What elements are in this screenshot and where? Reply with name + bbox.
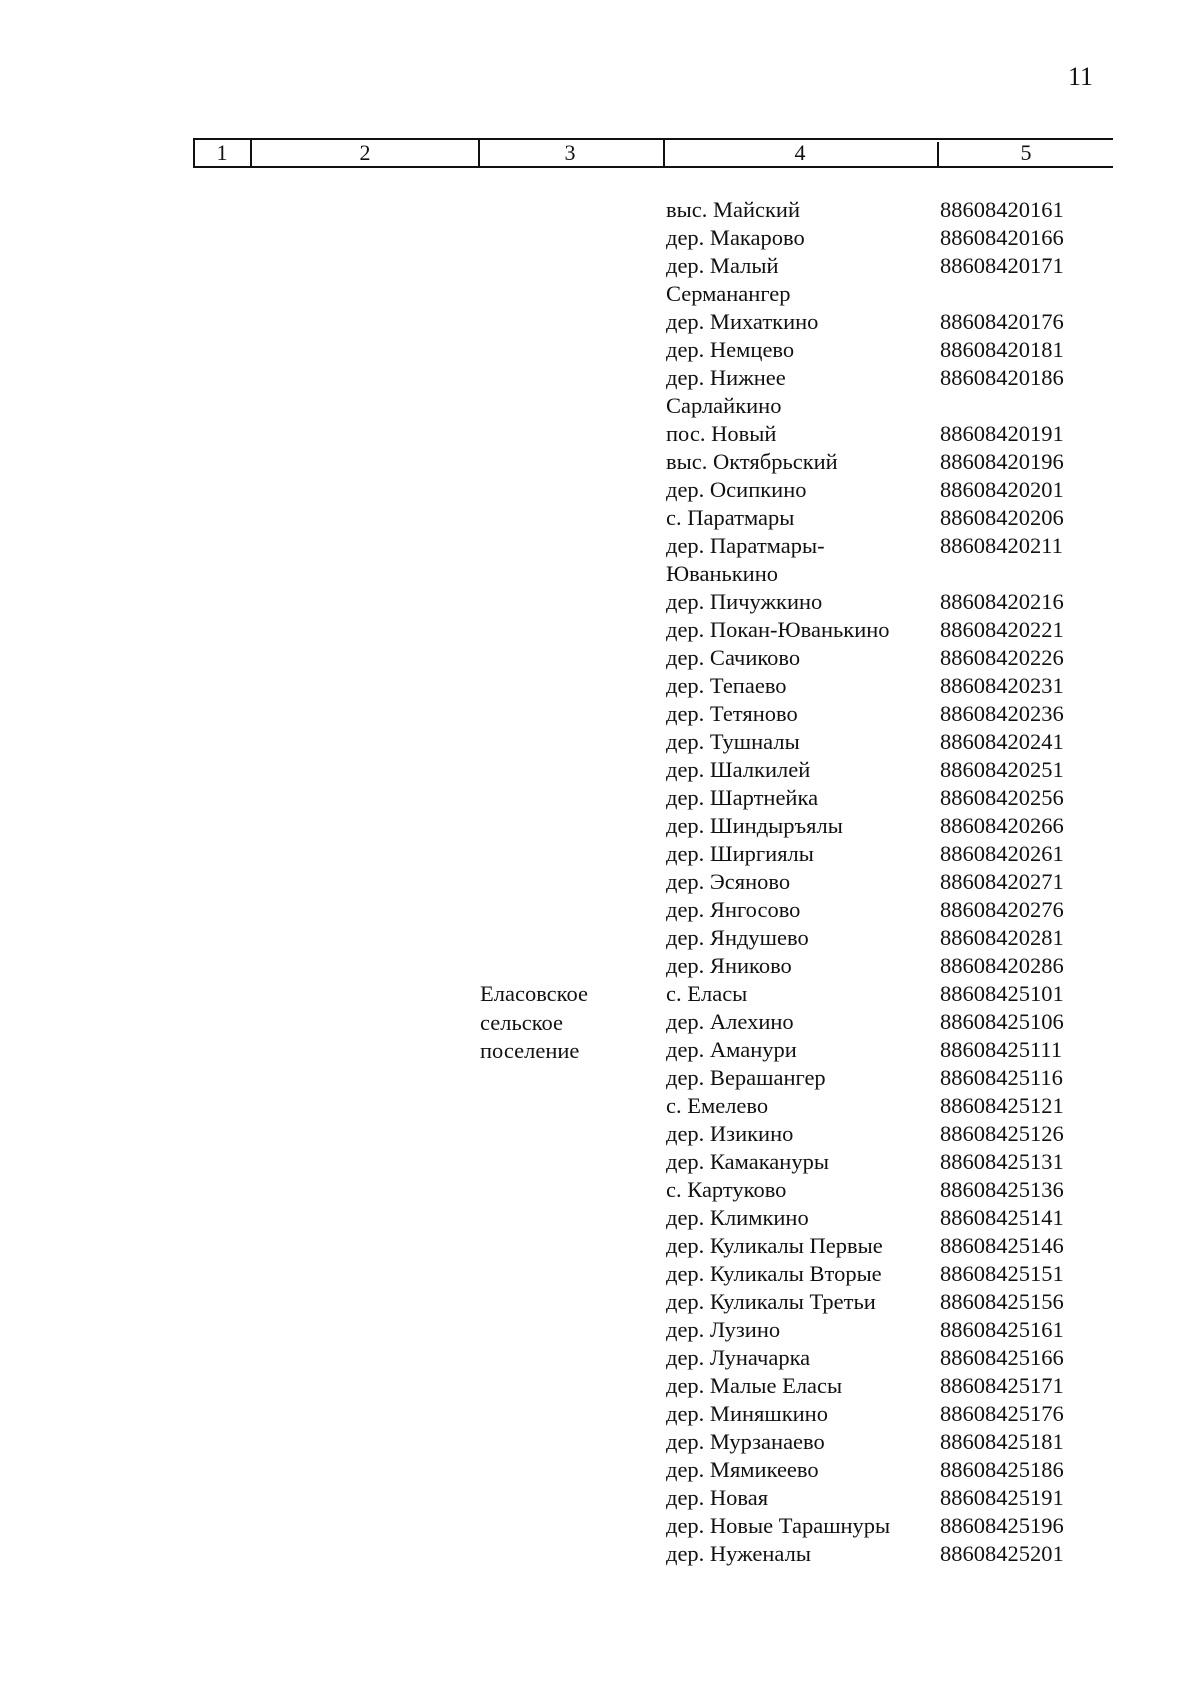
oktmo-code: 88608420171 [940, 253, 1064, 278]
oktmo-code: 88608420236 [940, 701, 1064, 726]
locality-name: с. Емелево [666, 1093, 769, 1118]
table-row [0, 1288, 1200, 1316]
table-row [0, 1204, 1200, 1232]
table-row [0, 840, 1200, 868]
locality-name: дер. Климкино [666, 1205, 809, 1230]
table-row [0, 896, 1200, 924]
locality-name: дер. Новые Тарашнуры [666, 1513, 891, 1538]
table-row [0, 700, 1200, 728]
oktmo-code: 88608420221 [940, 617, 1064, 642]
header-divider-4 [663, 138, 665, 168]
oktmo-code: 88608425141 [940, 1205, 1064, 1230]
locality-name: дер. Аманури [666, 1037, 797, 1062]
oktmo-code: 88608425171 [940, 1373, 1064, 1398]
table-row [0, 1176, 1200, 1204]
oktmo-code: 88608425181 [940, 1429, 1064, 1454]
table-row [0, 252, 1200, 280]
oktmo-code: 88608420211 [940, 533, 1063, 558]
oktmo-code: 88608420276 [940, 897, 1064, 922]
oktmo-code: 88608425161 [940, 1317, 1064, 1342]
table-row [0, 1400, 1200, 1428]
table-row [0, 1344, 1200, 1372]
locality-name: дер. Мурзанаево [666, 1429, 825, 1454]
column-header-3: 3 [564, 140, 576, 165]
table-row [0, 1428, 1200, 1456]
locality-name: дер. Тетяново [666, 701, 798, 726]
locality-name: дер. Шартнейка [666, 785, 819, 810]
oktmo-code: 88608420226 [940, 645, 1064, 670]
table-row [0, 1008, 1200, 1036]
table-row [0, 420, 1200, 448]
table-row [0, 1064, 1200, 1092]
oktmo-code: 88608425196 [940, 1513, 1064, 1538]
locality-name: Юванькино [666, 561, 779, 586]
table-row [0, 532, 1200, 560]
oktmo-code: 88608420251 [940, 757, 1064, 782]
settlement-line: Еласовское [480, 981, 588, 1006]
locality-name: с. Картуково [666, 1177, 787, 1202]
locality-name: дер. Мямикеево [666, 1457, 819, 1482]
oktmo-code: 88608425201 [940, 1541, 1064, 1566]
table-row [0, 1372, 1200, 1400]
oktmo-code: 88608420206 [940, 505, 1064, 530]
table-row [0, 1484, 1200, 1512]
locality-name: дер. Нуженалы [666, 1541, 811, 1566]
table-row [0, 644, 1200, 672]
locality-name: дер. Миняшкино [666, 1401, 828, 1426]
oktmo-code: 88608420241 [940, 729, 1064, 754]
header-bottom-line [193, 166, 1113, 168]
locality-name: дер. Яниково [666, 953, 792, 978]
locality-name: дер. Сачиково [666, 645, 801, 670]
oktmo-code: 88608425131 [940, 1149, 1064, 1174]
oktmo-code: 88608420216 [940, 589, 1064, 614]
table-row [0, 1120, 1200, 1148]
table-row [0, 560, 1200, 588]
oktmo-code: 88608420261 [940, 841, 1064, 866]
locality-name: дер. Новая [666, 1485, 769, 1510]
oktmo-code: 88608420286 [940, 953, 1064, 978]
table-row [0, 476, 1200, 504]
table-row [0, 616, 1200, 644]
locality-name: выс. Октябрьский [666, 449, 838, 474]
oktmo-code: 88608425151 [940, 1261, 1064, 1286]
oktmo-code: 88608420231 [940, 673, 1064, 698]
table-row [0, 224, 1200, 252]
oktmo-code: 88608425146 [940, 1233, 1064, 1258]
locality-name: дер. Тушналы [666, 729, 800, 754]
table-row [0, 308, 1200, 336]
locality-name: дер. Луначарка [666, 1345, 811, 1370]
table-row [0, 728, 1200, 756]
table-row [0, 1316, 1200, 1344]
oktmo-code: 88608425186 [940, 1457, 1064, 1482]
oktmo-code: 88608420201 [940, 477, 1064, 502]
oktmo-code: 88608420161 [940, 197, 1064, 222]
table-row [0, 588, 1200, 616]
header-divider-1 [193, 138, 195, 168]
header-divider-2 [250, 138, 252, 168]
oktmo-code: 88608425156 [940, 1289, 1064, 1314]
locality-name: дер. Шалкилей [666, 757, 811, 782]
table-row [0, 504, 1200, 532]
locality-name: дер. Янгосово [666, 897, 801, 922]
oktmo-code: 88608425166 [940, 1345, 1064, 1370]
oktmo-code: 88608425121 [940, 1093, 1064, 1118]
oktmo-code: 88608425191 [940, 1485, 1064, 1510]
table-row [0, 924, 1200, 952]
locality-name: выс. Майский [666, 197, 801, 222]
column-header-5: 5 [1020, 140, 1032, 165]
column-header-1: 1 [216, 140, 228, 165]
locality-name: дер. Изикино [666, 1121, 794, 1146]
oktmo-code: 88608420266 [940, 813, 1064, 838]
locality-name: дер. Яндушево [666, 925, 809, 950]
locality-name: дер. Лузино [666, 1317, 781, 1342]
locality-name: дер. Макарово [666, 225, 805, 250]
table-row [0, 1092, 1200, 1120]
locality-name: дер. Куликалы Вторые [666, 1261, 882, 1286]
column-header-2: 2 [359, 140, 371, 165]
table-row [0, 952, 1200, 980]
oktmo-code: 88608425106 [940, 1009, 1064, 1034]
locality-name: дер. Малые Еласы [666, 1373, 843, 1398]
locality-name: пос. Новый [666, 421, 777, 446]
locality-name: дер. Эсяново [666, 869, 791, 894]
locality-name: дер. Нижнее [666, 365, 786, 390]
oktmo-code: 88608425111 [940, 1037, 1063, 1062]
locality-name: с. Еласы [666, 981, 748, 1006]
settlement-line: поселение [480, 1038, 580, 1063]
locality-name: дер. Малый [666, 253, 779, 278]
oktmo-code: 88608420271 [940, 869, 1064, 894]
oktmo-code: 88608420166 [940, 225, 1064, 250]
locality-name: дер. Покан-Юванькино [666, 617, 890, 642]
locality-name: дер. Тепаево [666, 673, 787, 698]
table-row [0, 1540, 1200, 1568]
locality-list [0, 196, 1200, 1568]
settlement-line: сельское [480, 1009, 564, 1035]
oktmo-code: 88608425116 [940, 1065, 1063, 1090]
table-row [0, 1232, 1200, 1260]
oktmo-code: 88608420196 [940, 449, 1064, 474]
table-row [0, 672, 1200, 700]
table-row [0, 1036, 1200, 1064]
table-row [0, 784, 1200, 812]
oktmo-code: 88608420191 [940, 421, 1064, 446]
table-row [0, 1260, 1200, 1288]
locality-name: дер. Паратмары- [666, 533, 825, 558]
locality-name: дер. Куликалы Первые [666, 1233, 883, 1258]
locality-name: дер. Камакануры [666, 1149, 829, 1174]
table-row [0, 280, 1200, 308]
table-row [0, 364, 1200, 392]
oktmo-code: 88608420256 [940, 785, 1064, 810]
locality-name: дер. Куликалы Третьи [666, 1289, 876, 1314]
oktmo-code: 88608425126 [940, 1121, 1064, 1146]
header-divider-3 [478, 138, 480, 168]
locality-name: дер. Верашангер [666, 1065, 826, 1090]
table-row [0, 196, 1200, 224]
table-row [0, 980, 1200, 1008]
table-row [0, 756, 1200, 784]
page-number: 11 [1068, 62, 1094, 91]
table-row [0, 392, 1200, 420]
locality-name: дер. Осипкино [666, 477, 807, 502]
table-row [0, 1512, 1200, 1540]
locality-name: дер. Шиндыръялы [666, 813, 843, 838]
locality-name: с. Паратмары [666, 505, 795, 530]
locality-name: дер. Немцево [666, 337, 795, 362]
oktmo-code: 88608425176 [940, 1401, 1064, 1426]
table-row [0, 1148, 1200, 1176]
table-row [0, 336, 1200, 364]
locality-name: дер. Пичужкино [666, 589, 823, 614]
oktmo-code: 88608425101 [940, 981, 1064, 1006]
oktmo-code: 88608420176 [940, 309, 1064, 334]
locality-name: дер. Алехино [666, 1009, 794, 1034]
locality-name: дер. Ширгиялы [666, 841, 814, 866]
column-header-4: 4 [794, 140, 806, 165]
header-divider-5 [937, 142, 939, 168]
table-row [0, 868, 1200, 896]
table-row [0, 812, 1200, 840]
oktmo-code: 88608420181 [940, 337, 1064, 362]
oktmo-code: 88608420186 [940, 365, 1064, 390]
table-row [0, 1456, 1200, 1484]
header-top-line [193, 138, 1113, 140]
locality-name: дер. Михаткино [666, 309, 819, 334]
locality-name: Серманангер [666, 281, 791, 306]
table-row [0, 448, 1200, 476]
oktmo-code: 88608420281 [940, 925, 1064, 950]
locality-name: Сарлайкино [666, 393, 782, 418]
oktmo-code: 88608425136 [940, 1177, 1064, 1202]
